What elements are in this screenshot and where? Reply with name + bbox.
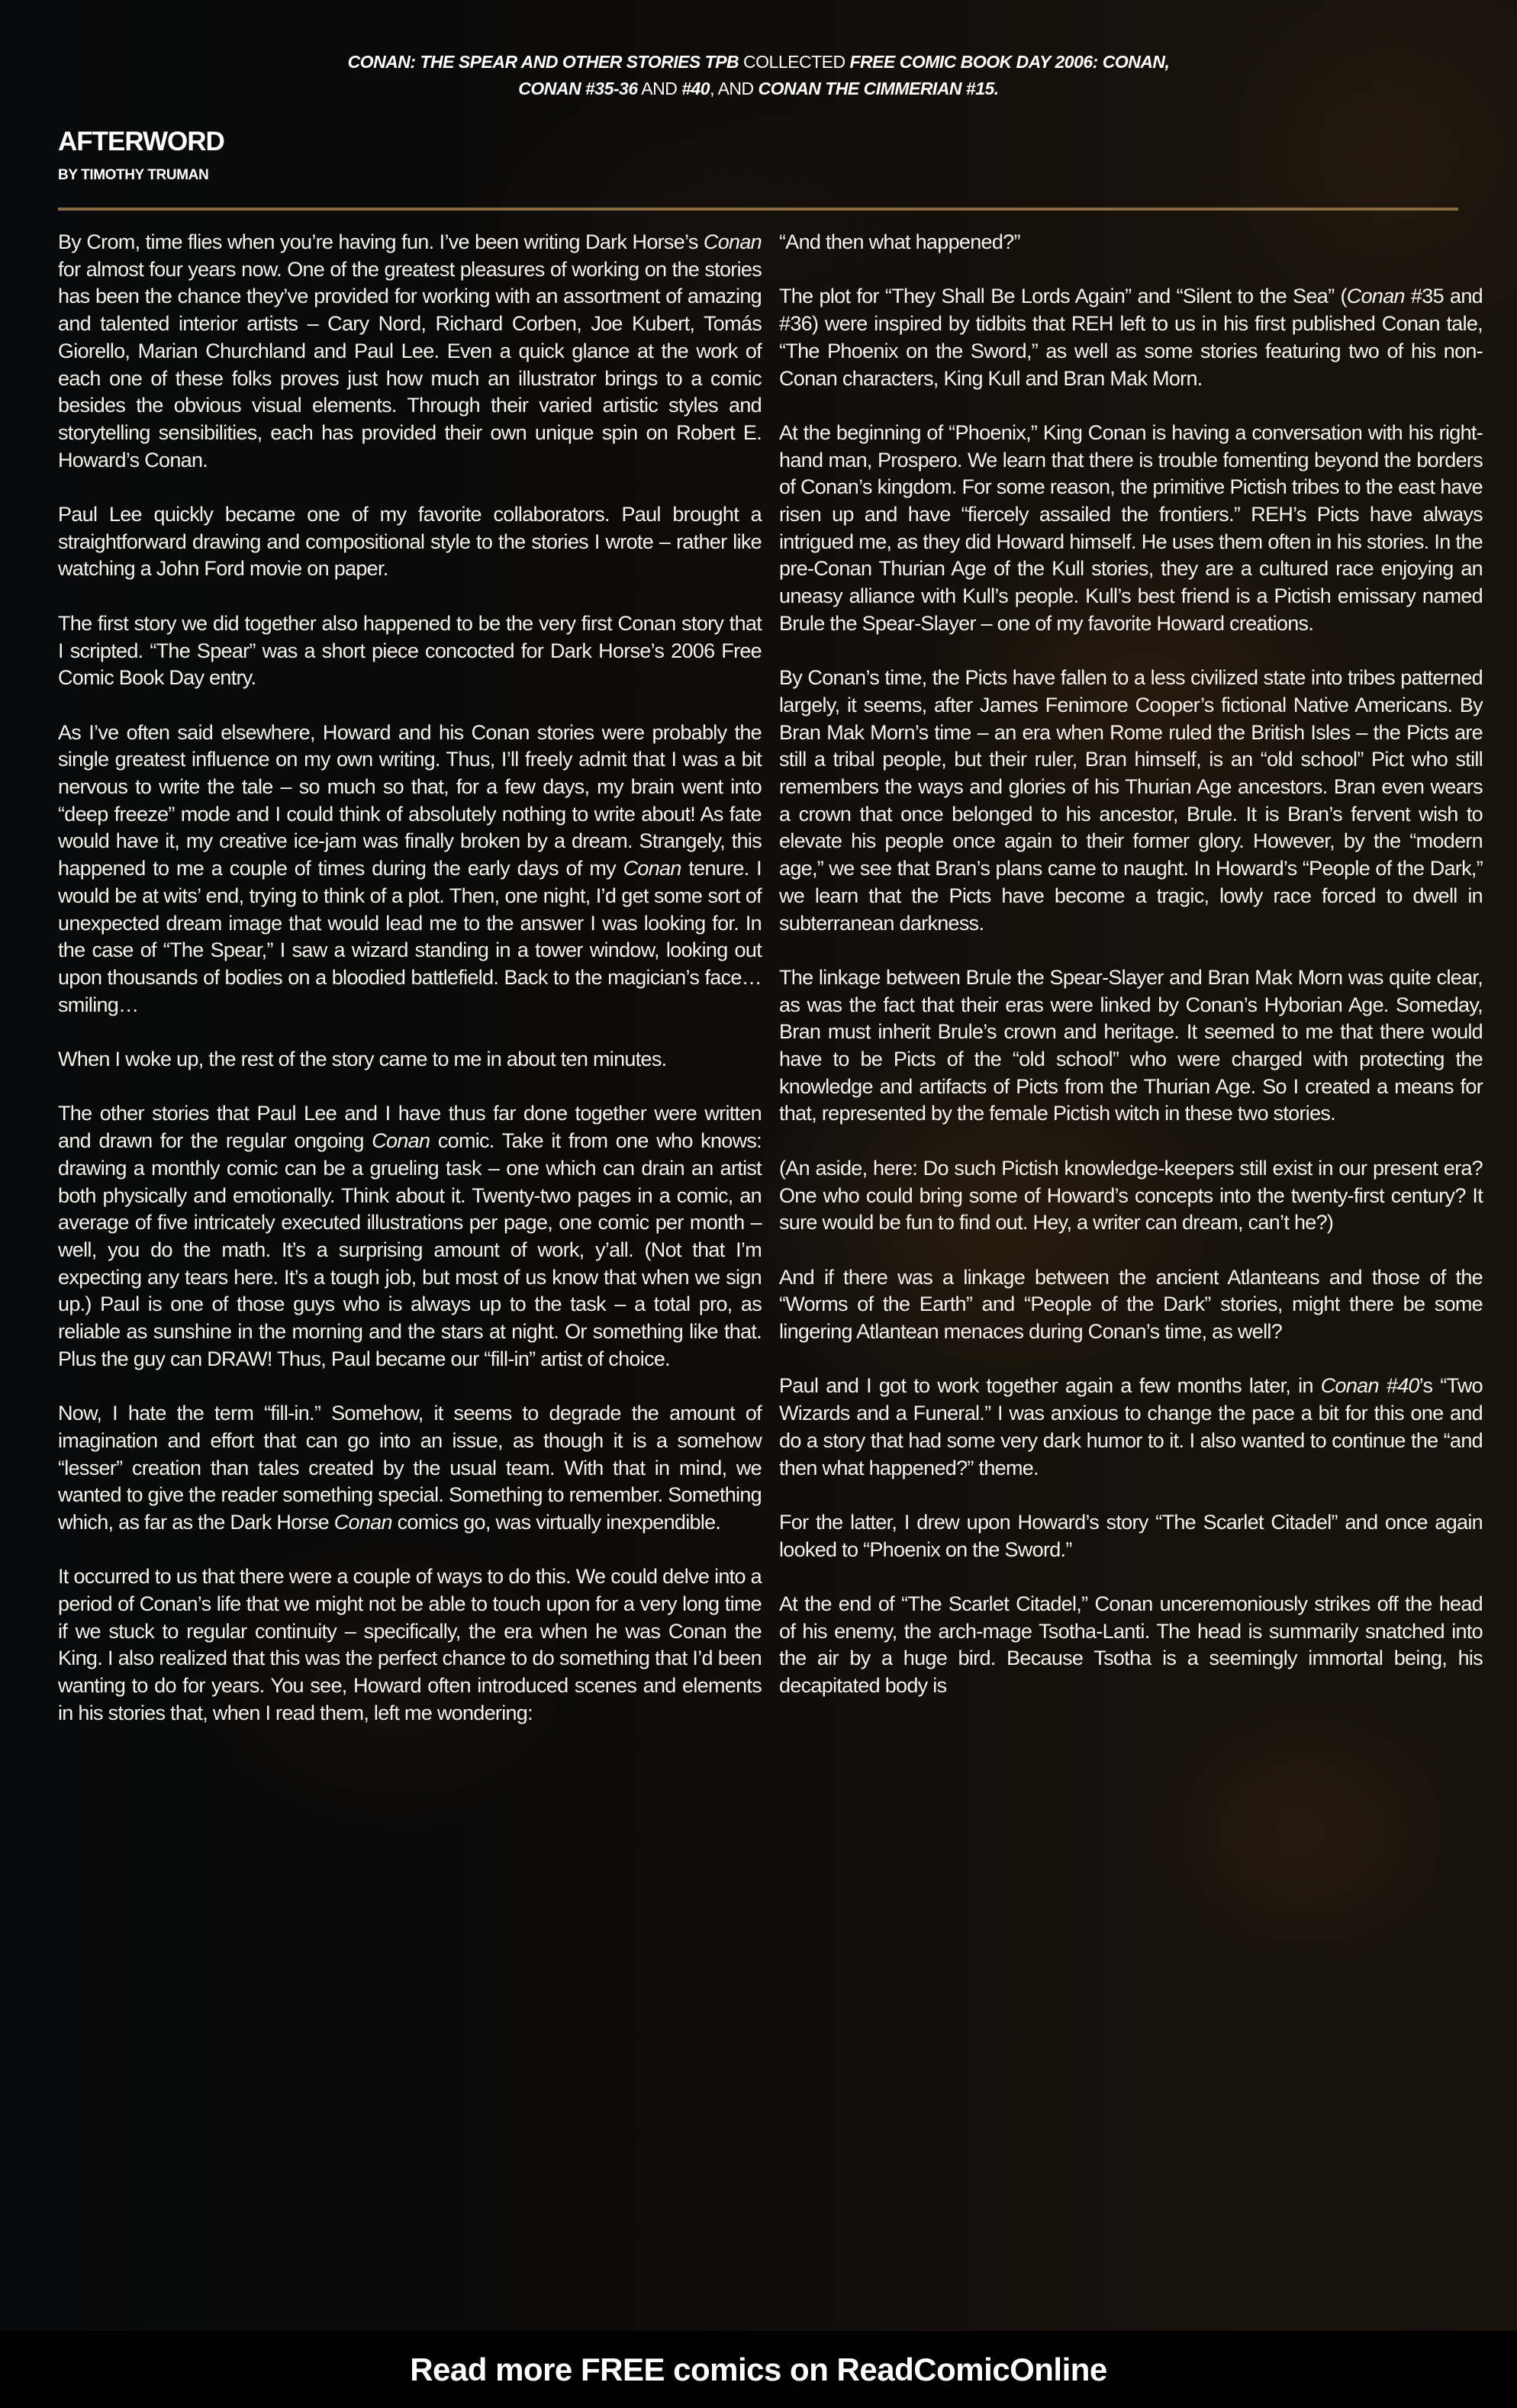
text-run: It occurred to us that there were a couple of ways to do this. We could delve into a period of Conan’s life that we might not be able to touch upon for a very long time if we stuck to regular continuity – specifically, the era when he was Conan the King. I also realized that this was the perfect chance to do something that I’d been wanting to do for years. You see, Howard often introduced scenes and elements in his stories that, when I read them, left me wondering:	[58, 1565, 762, 1724]
body-paragraph	[779, 1509, 1483, 1563]
author-byline: BY TIMOTHY TRUMAN	[58, 167, 209, 183]
credit-run: FREE COMIC BOOK DAY 2006: CONAN,	[849, 52, 1170, 72]
text-run: By Conan’s time, the Picts have fallen to a less civilized state into tribes patterned largely, it seems, after James Fenimore Cooper’s fictional Native Americans. By Bran Mak Morn’s time – an era when Rome ruled the British Isles – the Picts are still a tribal people, but their ruler, Bran himself, is an “old school” Pict who still remembers the ways and glories of his Thurian Age ancestors. Bran even wears a crown that once belonged to his ancestor, Brule. It is Bran’s fervent wish to elevate his people once again to their former glory. However, by the “modern age,” we see that Bran’s plans came to naught. In Howard’s “People of the Dark,” we learn that the Picts have become a tragic, lowly race forced to dwell in subterranean darkness.	[779, 666, 1483, 935]
text-run: The first story we did together also happened to be the very first Conan story that I scripted. “The Spear” was a short piece concocted for Dark Horse’s 2006 Free Comic Book Day entry.	[58, 611, 762, 690]
text-run: At the end of “The Scarlet Citadel,” Conan unceremoniously strikes off the head of his enemy, the arch-mage Tsotha-Lanti. The head is summarily snatched into the air by a huge bird. Because Tsotha is a seemingly immortal being, his decapitated body is	[779, 1592, 1483, 1698]
footer-banner-text[interactable]: Read more FREE comics on ReadComicOnline	[410, 2351, 1107, 2387]
text-run: Paul Lee quickly became one of my favorite collaborators. Paul brought a straightforward drawing and compositional style to the stories I wrote – rather like watching a John Ford movie on paper.	[58, 503, 762, 581]
credit-run: CONAN #35-36	[518, 79, 638, 98]
italic-title-run: Conan	[1346, 285, 1405, 308]
credit-run: CONAN: THE SPEAR AND OTHER STORIES TPB	[347, 52, 739, 72]
collection-credit	[0, 49, 1517, 102]
credit-run: CONAN THE CIMMERIAN #15.	[758, 79, 999, 98]
body-paragraph	[779, 1155, 1483, 1237]
body-paragraph	[58, 229, 762, 474]
body-paragraph	[779, 1591, 1483, 1700]
text-run: comics go, was virtually inexpendible.	[391, 1510, 721, 1534]
body-paragraph	[779, 420, 1483, 638]
body-paragraph	[779, 1264, 1483, 1346]
body-paragraph	[779, 665, 1483, 937]
body-paragraph	[779, 964, 1483, 1128]
text-run: tenure. I would be at wits’ end, trying to think of a plot. Then, one night, I’d get some sort of unexpected dream image that would lead me to the answer I was looking for. In the case of “The Spear,” I saw a wizard standing in a tower window, looking out upon thousands of bodies on a bloodied battlefield. Back to the magician’s face…smiling…	[58, 857, 762, 1016]
text-run: The other stories that Paul Lee and I have thus far done together were written and drawn for the regular ongoing	[58, 1102, 762, 1153]
credit-line-2	[0, 76, 1517, 102]
text-run: At the beginning of “Phoenix,” King Conan is having a conversation with his right-hand man, Prospero. We learn that there is trouble fomenting beyond the borders of Conan’s kingdom. For some reason, the primitive Pictish tribes to the east have risen up and have “fiercely assailed the frontiers.” REH’s Picts have always intrigued me, as they did Howard himself. He uses them often in his stories. In the pre-Conan Thurian Age of the Kull stories, they are a cultured race enjoying an uneasy alliance with Kull’s people. Kull’s best friend is a Pictish emissary named Brule the Spear-Slayer – one of my favorite Howard creations.	[779, 420, 1483, 635]
italic-title-run: Conan #40	[1320, 1374, 1419, 1398]
page-title: AFTERWORD	[58, 127, 224, 156]
body-paragraph	[58, 610, 762, 692]
body-paragraph	[779, 283, 1483, 392]
body-paragraph	[779, 1373, 1483, 1482]
text-run: for almost four years now. One of the greatest pleasures of working on the stories has been the chance they’ve provided for working with an assortment of amazing and talented interior artists – Cary Nord, Richard Corben, Joe Kubert, Tomás Giorello, Marian Churchland and Paul Lee. Even a quick glance at the work of each one of these folks proves just how much an illustrator brings to a comic besides the obvious visual elements. Through their varied artistic styles and storytelling sensibilities, each has provided their own unique spin on Robert E. Howard’s Conan.	[58, 257, 762, 472]
body-paragraph	[58, 1563, 762, 1727]
credit-run: #40	[681, 79, 710, 98]
text-run: Now, I hate the term “fill-in.” Somehow, it seems to degrade the amount of imagination and effort that can go into an issue, as though it is a somehow “lesser” creation than tales created by the usual team. With that in mind, we wanted to give the reader something special. Something to remember. Something which, as far as the Dark Horse	[58, 1402, 762, 1534]
body-paragraph	[58, 1100, 762, 1373]
text-run: For the latter, I drew upon Howard’s story “The Scarlet Citadel” and once again looked to “Phoenix on the Sword.”	[779, 1510, 1483, 1561]
body-paragraph	[58, 720, 762, 1019]
text-run: And if there was a linkage between the ancient Atlanteans and those of the “Worms of the Earth” and “People of the Dark” stories, might there be some lingering Atlantean menaces during Conan’s time, as well?	[779, 1265, 1483, 1344]
left-column	[58, 229, 762, 1727]
text-run: As I’ve often said elsewhere, Howard and his Conan stories were probably the single greatest influence on my own writing. Thus, I’ll freely admit that I was a bit nervous to write the tale – so much so that, for a few days, my brain went into “deep freeze” mode and I could think of absolutely nothing to write about! As fate would have it, my creative ice-jam was finally broken by a dream. Strangely, this happened to me a couple of times during the early days of my	[58, 720, 762, 880]
text-run: The plot for “They Shall Be Lords Again” and “Silent to the Sea” (	[779, 285, 1347, 308]
italic-title-run: Conan	[623, 857, 681, 880]
header-divider	[58, 208, 1458, 211]
italic-title-run: Conan	[703, 230, 762, 253]
text-run: Paul and I got to work together again a few months later, in	[779, 1374, 1321, 1398]
right-column	[779, 229, 1483, 1700]
body-paragraph	[58, 501, 762, 583]
text-run: #35 and #36) were inspired by tidbits that REH left to us in his first published Conan tale, “The Phoenix on the Sword,” as well as some stories featuring two of his non-Conan characters, King Kull and Bran Mak Morn.	[779, 285, 1483, 390]
italic-title-run: Conan	[372, 1129, 430, 1153]
text-run: “And then what happened?”	[779, 230, 1020, 253]
credit-line-1	[0, 49, 1517, 76]
text-run: The linkage between Brule the Spear-Slayer and Bran Mak Morn was quite clear, as was the fact that their eras were linked by Conan’s Hyborian Age. Someday, Bran must inherit Brule’s crown and heritage. It seemed to me that there would have to be Picts of the “old school” who were charged with protecting the knowledge and artifacts of Picts from the Thurian Age. So I created a means for that, represented by the female Pictish witch in these two stories.	[779, 965, 1483, 1125]
text-run: (An aside, here: Do such Pictish knowledge-keepers still exist in our present era? One who could bring some of Howard’s concepts into the twenty-first century? It sure would be fun to find out. Hey, a writer can dream, can’t he?)	[779, 1156, 1483, 1235]
body-paragraph	[58, 1046, 762, 1074]
text-run: By Crom, time flies when you’re having fun. I’ve been writing Dark Horse’s	[58, 230, 704, 253]
body-paragraph	[779, 229, 1483, 256]
footer-banner[interactable]	[0, 2331, 1517, 2408]
text-run: ’s “Two Wizards and a Funeral.” I was anxious to change the pace a bit for this one and do a story that had some very dark humor to it. I also wanted to continue the “and then what happened?” theme.	[779, 1374, 1483, 1479]
italic-title-run: Conan	[333, 1510, 392, 1534]
body-paragraph	[58, 1400, 762, 1537]
text-run: comic. Take it from one who knows: drawing a monthly comic can be a grueling task – one which can drain an artist both physically and emotionally. Think about it. Twenty-two pages in a comic, an average of five intricately executed illustrations per page, one comic per month – well, you do the math. It’s a surprising amount of work, y’all. (Not that I’m expecting any tears here. It’s a tough job, but most of us know that when we sign up.) Paul is one of those guys who is always up to the task – a total pro, as reliable as sunshine in the morning and the stars at night. Or something like that. Plus the guy can DRAW! Thus, Paul became our “fill-in” artist of choice.	[58, 1129, 762, 1370]
credit-run: , AND	[710, 79, 758, 98]
text-run: When I woke up, the rest of the story came to me in about ten minutes.	[58, 1048, 667, 1071]
credit-run: COLLECTED	[739, 52, 850, 72]
credit-run: AND	[637, 79, 682, 98]
